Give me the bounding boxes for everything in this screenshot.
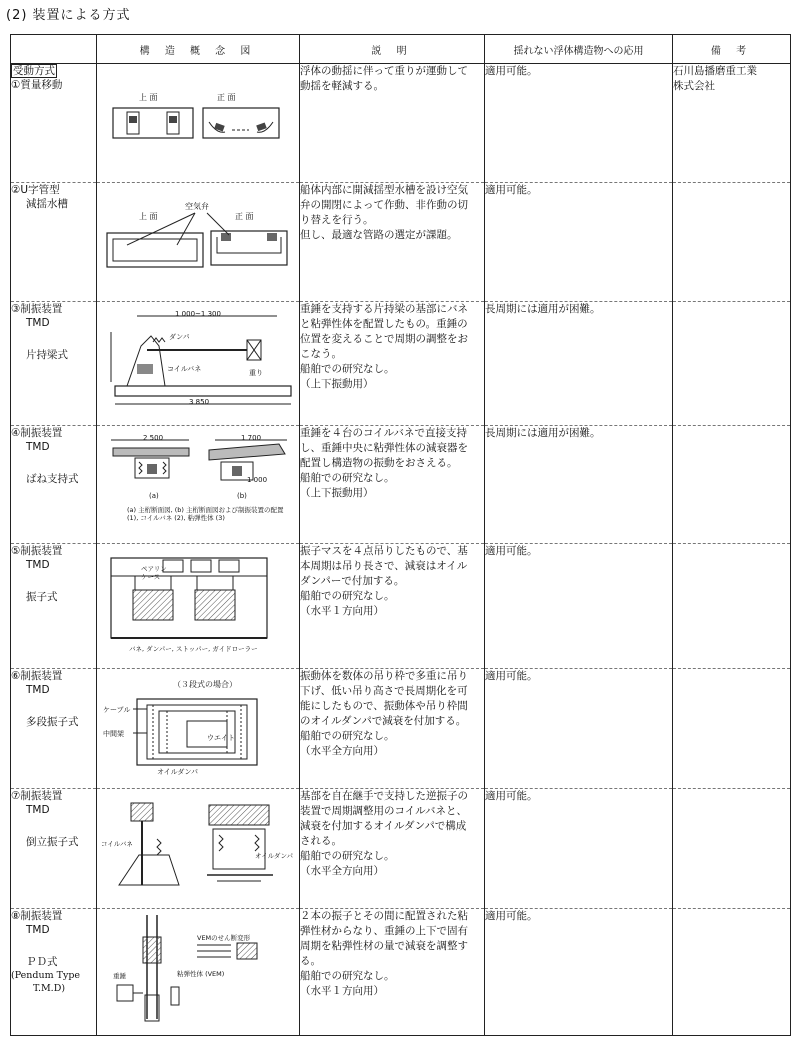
figure-label: ウエイト — [207, 733, 235, 742]
figure-label: ケース — [141, 573, 161, 582]
row-name — [11, 908, 97, 1035]
mass-movement-diagram — [97, 64, 300, 174]
row-description: 重錘を４台のコイルバネで直接支持 し、重錘中央に粘弾性体の減衰器を 配置し構造物の振動をおさえる。 船舶での研究なし。 （上下振動用） — [300, 426, 485, 544]
row-remarks — [673, 183, 791, 302]
row-application: 適用可能。 — [485, 788, 673, 908]
row-name — [11, 788, 97, 908]
table-row — [11, 426, 791, 544]
concept-figure — [97, 183, 300, 302]
row-name — [11, 426, 97, 544]
row-name-line: 倒立振子式 — [26, 835, 79, 848]
row-remarks — [673, 544, 791, 668]
figure-label: 1 000~1 300 — [175, 310, 221, 319]
header-description: 説 明 — [300, 35, 485, 64]
figure-label: 正 面 — [217, 93, 236, 102]
figure-label: 粘弾性体 (VEM) — [177, 969, 225, 978]
page-title: (2) 装置による方式 — [6, 8, 131, 23]
row-application: 適用可能。 — [485, 908, 673, 1035]
row-description: ２本の振子とその間に配置された粘 弾性材からなり、重錘の上下で固有 周期を粘弾性材の量で減衰を調整す る。 船舶での研究なし。 （水平１方向用） — [300, 908, 485, 1035]
figure-label: 上 面 — [139, 93, 158, 102]
figure-label: (b) — [237, 492, 247, 501]
figure-label: コイルバネ — [167, 365, 202, 374]
row-description: 基部を自在継手で支持した逆振子の 装置で周期調整用のコイルバネと、 減衰を付加するオイルダンパで構成 される。 船舶での研究なし。 （水平全方向用） — [300, 788, 485, 908]
row-name-line: ばね支持式 — [26, 473, 79, 486]
row-description: 船体内部に開減揺型水槽を設け空気 弁の開閉によって作動、非作動の切 り替えを行う。 但し、最適な管路の選定が課題。 — [300, 183, 485, 302]
figure-label: 1 000 — [247, 476, 268, 485]
header-remarks: 備 考 — [673, 35, 791, 64]
row-application: 適用可能。 — [485, 64, 673, 183]
row-name — [11, 668, 97, 788]
section-label: 受動方式 — [13, 65, 55, 77]
row-name-line: ④制振装置 — [11, 427, 63, 440]
table-row — [11, 183, 791, 302]
header-concept: 構 造 概 念 図 — [97, 35, 300, 64]
row-name — [11, 302, 97, 426]
concept-figure — [97, 788, 300, 908]
row-name-line: ⑥制振装置 — [11, 669, 63, 682]
row-remarks — [673, 788, 791, 908]
figure-label: 正 面 — [235, 212, 254, 222]
row-application: 適用可能。 — [485, 183, 673, 302]
table-row — [11, 788, 791, 908]
row-name-line: 多段振子式 — [26, 715, 79, 728]
figure-label: ペアリン — [141, 565, 167, 574]
row-name-line: ①質量移動 — [11, 79, 63, 91]
row-application: 適用可能。 — [485, 544, 673, 668]
concept-figure — [97, 668, 300, 788]
figure-label: （３段式の場合） — [173, 679, 237, 689]
comparison-table — [10, 34, 791, 1036]
figure-label: 重錘 — [113, 971, 126, 980]
spring-support-tmd-diagram — [97, 426, 300, 506]
figure-label: VEMのせん断変形 — [197, 933, 251, 942]
figure-caption: (a) 主桁断面図, (b) 主桁断面図および制振装置の配置 (1), コイルバネ (2), 粘弾性体 (3) — [127, 506, 284, 523]
table-row — [11, 544, 791, 668]
table-row — [11, 302, 791, 426]
row-name — [11, 544, 97, 668]
row-description: 浮体の動揺に伴って重りが運動して 動揺を軽減する。 — [300, 64, 485, 183]
row-name-line: ⑧制振装置 — [11, 909, 63, 922]
row-name-line: ②U字管型 — [11, 184, 60, 197]
row-name-line: ＰＤ式 — [26, 955, 58, 968]
concept-figure — [97, 302, 300, 426]
figure-label: ダンパ — [169, 333, 190, 342]
table-row — [11, 668, 791, 788]
row-application: 長周期には適用が困難。 — [485, 302, 673, 426]
row-remarks — [673, 668, 791, 788]
figure-label: 上 面 — [139, 212, 158, 222]
row-remarks: 石川島播磨重工業 株式会社 — [673, 64, 791, 183]
row-description: 振動体を数体の吊り枠で多重に吊り 下げ、低い吊り高さで長周期化を可 能にしたもので、振動体や吊り枠間 のオイルダンパで減衰を付加する。 船舶での研究なし。 （水平全方向用） — [300, 668, 485, 788]
figure-label: 3 850 — [189, 398, 210, 407]
table-row — [11, 908, 791, 1035]
row-name-line: ⑤制振装置 — [11, 545, 63, 558]
figure-label: バネ, ダンパー, ストッパー, ガイドローラー — [129, 645, 258, 654]
row-remarks — [673, 908, 791, 1035]
row-application: 適用可能。 — [485, 668, 673, 788]
figure-label: オイルダンパ — [255, 851, 294, 860]
figure-label: コイルバネ — [101, 839, 133, 848]
row-name-line: TMD — [26, 559, 50, 572]
row-name — [11, 64, 97, 183]
row-remarks — [673, 302, 791, 426]
figure-label: ケーブル — [103, 705, 131, 714]
row-name-line: 減揺水槽 — [26, 198, 68, 211]
figure-label: 1 700 — [241, 434, 262, 443]
figure-label: 中間架 — [103, 729, 124, 738]
concept-figure — [97, 64, 300, 183]
concept-figure — [97, 908, 300, 1035]
row-name-line: 振子式 — [26, 591, 58, 604]
row-name-line: TMD — [26, 317, 50, 330]
figure-label: 重り — [249, 369, 263, 378]
row-name-line: TMD — [26, 441, 50, 454]
row-description: 重錘を支持する片持梁の基部にバネ と粘弾性体を配置したもの。重錘の 位置を変えることで周期の調整をお こなう。 船舶での研究なし。 （上下振動用） — [300, 302, 485, 426]
figure-label: 2 500 — [143, 434, 164, 443]
header-name — [11, 35, 97, 64]
table-row — [11, 64, 791, 183]
row-name-extra: (Pendum Type — [11, 969, 81, 981]
row-name-line: ⑦制振装置 — [11, 789, 63, 802]
row-remarks — [673, 426, 791, 544]
row-name-line: TMD — [26, 803, 50, 816]
row-description: 振子マスを４点吊りしたもので、基 本周期は吊り長さで、減衰はオイル ダンパーで付加する。 船舶での研究なし。 （水平１方向用） — [300, 544, 485, 668]
table-header-row — [11, 35, 791, 64]
row-application: 長周期には適用が困難。 — [485, 426, 673, 544]
u-tube-tank-diagram — [97, 183, 300, 293]
concept-figure — [97, 426, 300, 544]
figure-label: オイルダンパ — [157, 767, 198, 776]
pendulum-tmd-diagram — [97, 544, 300, 656]
concept-figure — [97, 544, 300, 668]
row-name-extra: T.M.D) — [33, 982, 66, 994]
row-name — [11, 183, 97, 302]
pd-type-tmd-diagram — [97, 909, 300, 1027]
row-name-line: 片持梁式 — [26, 349, 68, 362]
row-name-line: TMD — [26, 923, 50, 936]
figure-label: 空気弁 — [185, 202, 209, 212]
row-name-line: ③制振装置 — [11, 303, 63, 316]
header-application: 揺れない浮体構造物への応用 — [485, 35, 673, 64]
row-name-line: TMD — [26, 683, 50, 696]
figure-label: (a) — [149, 492, 159, 501]
